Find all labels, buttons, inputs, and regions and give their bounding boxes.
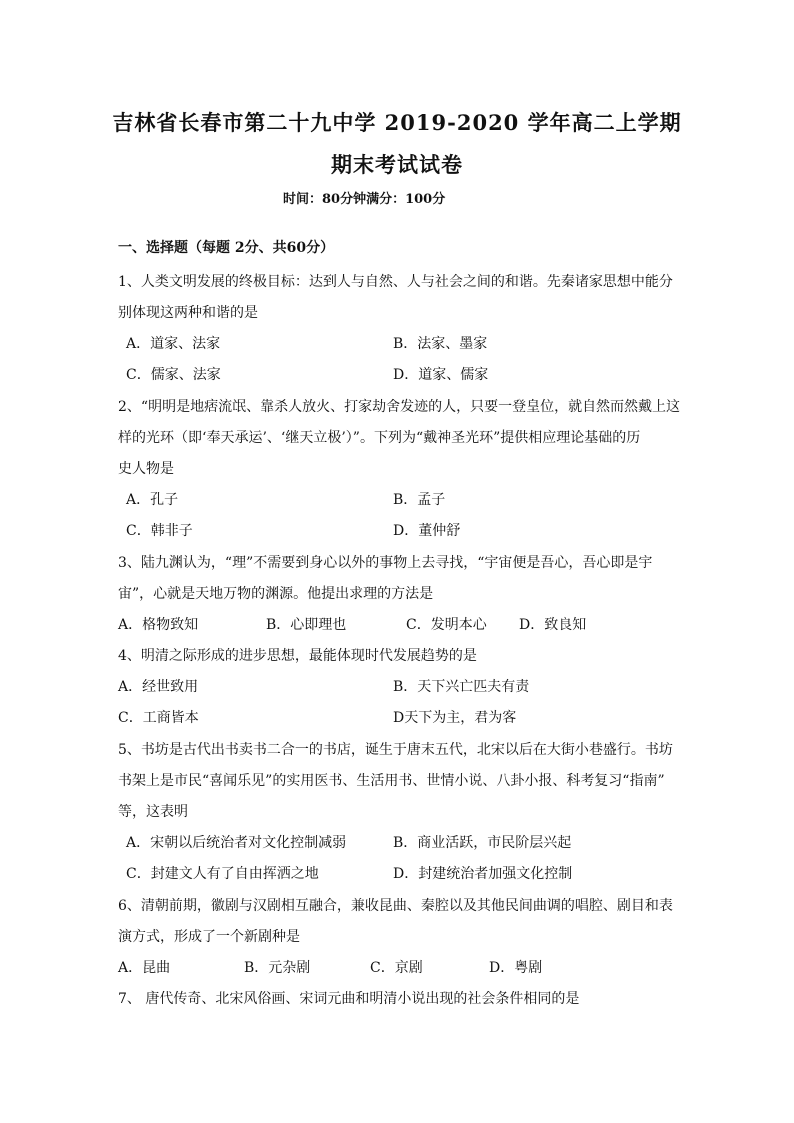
question-2-line1: 2、“明明是地痞流氓、靠杀人放火、打家劫舍发迹的人，只要一登皇位，就自然而然戴上这 — [118, 399, 681, 415]
question-4-line1: 4、明清之际形成的进步思想，最能体现时代发展趋势的是 — [118, 648, 477, 664]
question-5-option-c: C．封建文人有了自由挥洒之地 — [126, 866, 319, 882]
question-5-option-a: A．宋朝以后统治者对文化控制减弱 — [126, 835, 347, 851]
question-2-option-a: A．孔子 — [126, 492, 179, 508]
question-4-option-c: C．工商皆本 — [118, 710, 199, 726]
question-6-option-d: D．粤剧 — [489, 960, 543, 976]
question-2-option-d: D．董仲舒 — [393, 523, 461, 539]
question-5-option-d: D．封建统治者加强文化控制 — [393, 866, 573, 882]
question-6-line2: 演方式，形成了一个新剧种是 — [118, 929, 300, 945]
exam-title-line2: 期末考试试卷 — [331, 152, 463, 177]
question-4-option-a: A．经世致用 — [118, 679, 199, 695]
question-1-line2: 别体现这两种和谐的是 — [118, 305, 258, 321]
question-5-line3: 等，这表明 — [118, 804, 188, 820]
question-6-line1: 6、清朝前期，徽剧与汉剧相互融合，兼收昆曲、秦腔以及其他民间曲调的唱腔、剧目和表 — [118, 898, 673, 914]
question-5-line1: 5、书坊是古代出书卖书二合一的书店，诞生于唐末五代，北宋以后在大街小巷盛行。书坊 — [118, 742, 673, 758]
question-6-option-b: B．元杂剧 — [244, 960, 311, 976]
question-1-line1: 1、人类文明发展的终极目标：达到人与自然、人与社会之间的和谐。先秦诸家思想中能分 — [118, 274, 673, 290]
question-3-line2: 宙”，心就是天地万物的渊源。他提出求理的方法是 — [118, 586, 434, 602]
question-3-option-d: D．致良知 — [519, 617, 587, 633]
exam-time-info: 时间：80分钟满分：100分 — [283, 192, 446, 207]
question-6-option-a: A．昆曲 — [118, 960, 171, 976]
question-5-line2: 书架上是市民“喜闻乐见”的实用医书、生活用书、世情小说、八卦小报、科考复习“指南” — [118, 773, 665, 789]
question-2-option-b: B．孟子 — [393, 492, 446, 508]
question-1-option-a: A．道家、法家 — [126, 336, 221, 352]
question-6-option-c: C．京剧 — [370, 960, 423, 976]
question-4-option-b: B．天下兴亡匹夫有责 — [393, 679, 530, 695]
question-3-option-b: B．心即理也 — [266, 617, 347, 633]
question-7-line1: 7、 唐代传奇、北宋风俗画、宋词元曲和明清小说出现的社会条件相同的是 — [118, 991, 580, 1007]
question-3-line1: 3、陆九渊认为，“理”不需要到身心以外的事物上去寻找，“宇宙便是吾心，吾心即是宇 — [118, 555, 653, 571]
question-5-option-b: B．商业活跃，市民阶层兴起 — [393, 835, 572, 851]
question-4-option-d: D天下为主，君为客 — [393, 710, 517, 726]
exam-title-line1: 吉林省长春市第二十九中学 2019-2020 学年高二上学期 — [112, 110, 682, 135]
question-1-option-c: C．儒家、法家 — [126, 367, 221, 383]
question-2-line2: 样的光环（即‘奉天承运’、‘继天立极’）”。下列为“戴神圣光环”提供相应理论基础的历 — [118, 430, 641, 446]
question-2-option-c: C．韩非子 — [126, 523, 193, 539]
question-1-option-d: D．道家、儒家 — [393, 367, 489, 383]
section-heading: 一、选择题（每题 2分、共60分） — [118, 240, 335, 256]
question-2-line3: 史人物是 — [118, 461, 174, 477]
question-1-option-b: B．法家、墨家 — [393, 336, 488, 352]
question-3-option-a: A．格物致知 — [118, 617, 199, 633]
question-3-option-c: C．发明本心 — [406, 617, 487, 633]
